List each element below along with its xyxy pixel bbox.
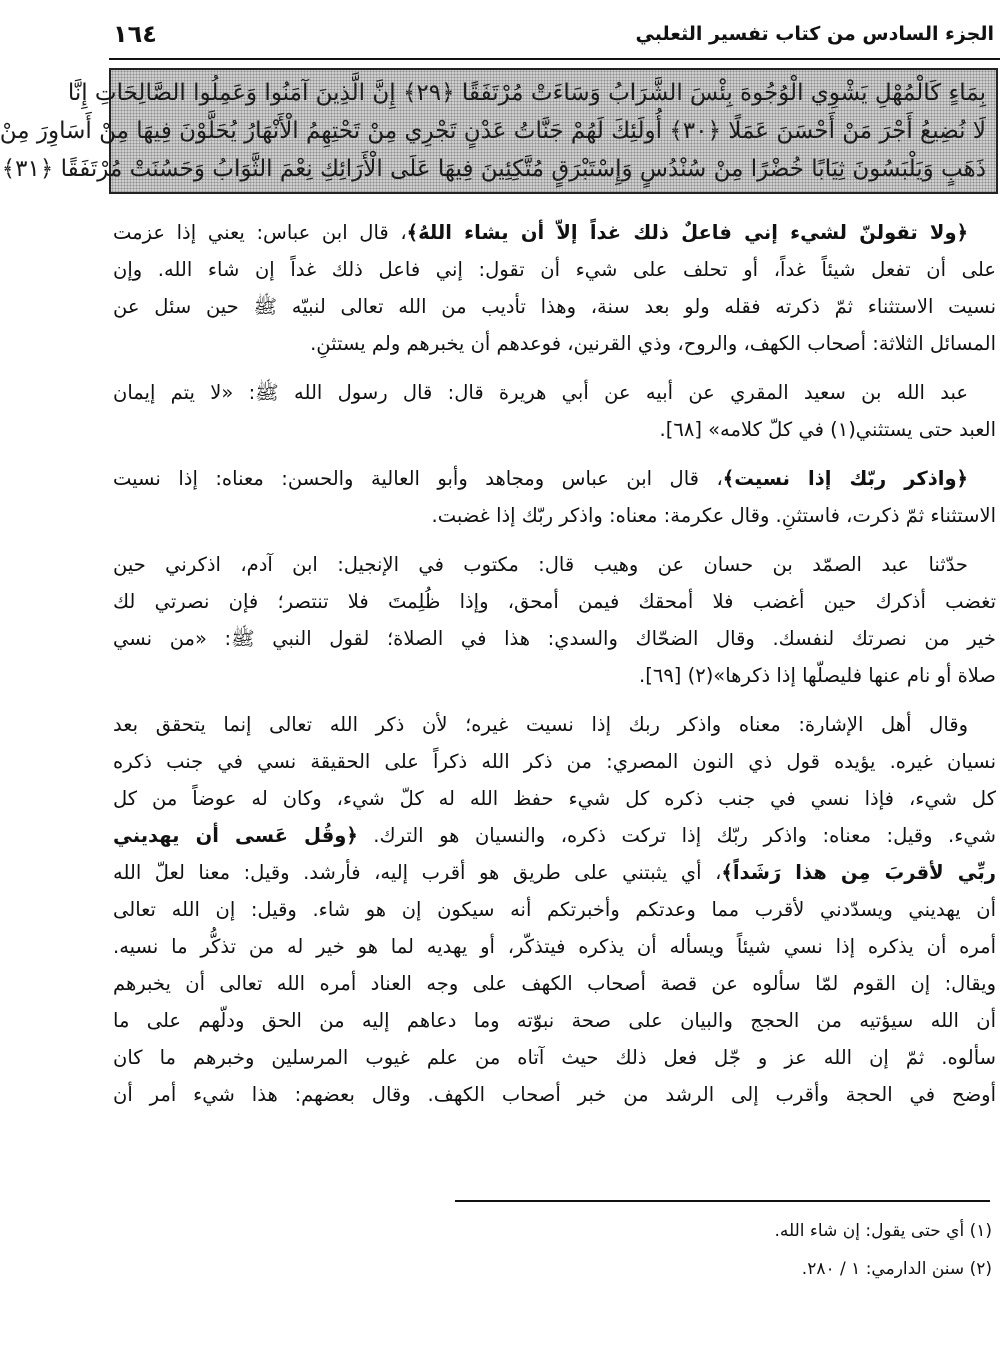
line-text: ، قال ابن عباس ومجاهد وأبو العالية والحسن: معناه: إذا نسيت — [113, 467, 723, 490]
verse-line: ذَهَبٍ وَيَلْبَسُونَ ثِيَابًا خُضْرًا مِنْ سُنْدُسٍ وَإِسْتَبْرَقٍ مُتَّكِئِينَ فِيهَا عَلَى الْأَرَائِكِ نِعْمَ الثَّوَابُ وَحَسُنَتْ مُرْتَفَقًا ﴿٣١﴾ — [1, 156, 986, 182]
text-line — [113, 460, 996, 497]
paragraph — [113, 546, 996, 694]
header-divider — [109, 58, 1000, 60]
paragraph — [113, 706, 996, 1113]
text-line: نسيان غيره. يؤيده قول ذي النون المصري: من ذكر الله ذكراً على الحقيقة نسي في جنب ذكره — [113, 750, 996, 773]
text-line: حدّثنا عبد الصمّد بن حسان عن وهيب قال: مكتوب في الإنجيل: ابن آدم، اذكرني حين — [113, 553, 968, 576]
text-line: أن يهديني ويسدّدني لأقرب مما وعدتكم وأخبرتكم أنه سيكون إن هو شاء. وقيل: إن الله تعالى — [113, 898, 996, 921]
text-line: كل شيء، فإذا نسي في جنب ذكره كل شيء حفظ الله له كلّ شيء، وكان له عوضاً من كل — [113, 787, 996, 810]
footnote: (١) أي حتى يقول: إن شاء الله. — [774, 1221, 992, 1241]
footnote: (٢) سنن الدارمي: ١ / ٢٨٠. — [801, 1259, 992, 1279]
text-line: المسائل الثلاثة: أصحاب الكهف، والروح، وذي القرنين، فوعدهم أن يخبرهم ولم يستثنِ. — [310, 332, 996, 355]
text-line: ويقال: إن القوم لمّا سألوه عن قصة أصحاب الكهف على وجه العناد أمره الله تعالى أن يخبرهم — [113, 972, 996, 995]
paragraph-gap — [113, 694, 996, 706]
paragraph-gap — [113, 534, 996, 546]
quran-quote: ﴿وقُل عَسى أن يهديني — [113, 824, 358, 847]
paragraph-gap — [113, 448, 996, 460]
text-line: تغضب أذكرك حين أغضب فلا أمحقك فيمن أمحق، وإذا ظُلِمتَ فلا تنتصر؛ فإن نصرتي لك — [113, 590, 996, 613]
running-title: الجزء السادس من كتاب تفسير الثعلبي — [635, 23, 994, 45]
page-header — [113, 14, 994, 54]
footnote-divider — [455, 1200, 990, 1202]
text-line: أن الله سيؤتيه من الحجج والبيان على صحة نبوّته وما دعاهم إليه من الحق ودلّهم على ما — [113, 1009, 996, 1032]
page-number: ١٦٤ — [113, 20, 157, 48]
text-line: نسيت الاستثناء ثمّ ذكرته فقله ولو بعد سنة، وهذا تأديب من الله تعالى لنبيّه ﷺ حين سئل عن — [113, 295, 996, 318]
paragraph — [113, 460, 996, 534]
paragraph — [113, 374, 996, 448]
text-line: سألوه. ثمّ إن الله عز و جّل فعل ذلك حيث آتاه من علم غيوب المرسلين وخبرهم ما كان — [113, 1046, 996, 1069]
line-text: شيء. وقيل: معناه: واذكر ربّك إذا تركت ذكره، والنسيان هو الترك. — [373, 824, 996, 847]
text-line: أمره أن يذكره إذا نسي شيئاً ويسأله أن يذكره فيتذكّر، أو يهديه لما هو خير له من تذكُّر ما نسيه. — [113, 935, 996, 958]
quran-quote: ربِّي لأقربَ مِن هذا رَشَداً﴾ — [721, 861, 996, 884]
text-line: صلاة أو نام عنها فليصلّها إذا ذكرها»(٢) [٦٩]. — [639, 664, 996, 687]
text-line: على أن تفعل شيئاً غداً، أو تحلف على شيء أن تقول: إني فاعل ذلك غداً إن شاء الله. وإن — [113, 258, 996, 281]
footnotes — [403, 1212, 992, 1288]
text-line: وقال أهل الإشارة: معناه واذكر ربك إذا نسيت غيره؛ لأن ذكر الله تعالى إنما يتحقق بعد — [113, 713, 968, 736]
paragraph — [113, 214, 996, 362]
text-line: العبد حتى يستثني(١) في كلّ كلامه» [٦٨]. — [659, 418, 996, 441]
verse-line: بِمَاءٍ كَالْمُهْلِ يَشْوِي الْوُجُوهَ بِئْسَ الشَّرَابُ وَسَاءَتْ مُرْتَفَقًا ﴿٢٩﴾ إِنَّ الَّذِينَ آمَنُوا وَعَمِلُوا الصَّالِحَاتِ إِنَّا — [67, 80, 986, 106]
verse-line: لَا نُضِيعُ أَجْرَ مَنْ أَحْسَنَ عَمَلًا ﴿٣٠﴾ أُولَئِكَ لَهُمْ جَنَّاتُ عَدْنٍ تَجْرِي مِنْ تَحْتِهِمُ الْأَنْهَارُ يُحَلَّوْنَ فِيهَا مِنْ أَسَاوِرَ مِنْ — [0, 118, 986, 144]
line-text: ، قال ابن عباس: يعني إذا عزمت — [113, 221, 407, 244]
quran-quote: ﴿ولا تقولنّ لشيء إني فاعلٌ ذلك غداً إلاّ أن يشاء اللهُ﴾ — [406, 221, 968, 244]
text-line — [113, 817, 996, 854]
text-line: الاستثناء ثمّ ذكرت، فاستثنِ. وقال عكرمة: معناه: واذكر ربّك إذا غضبت. — [431, 504, 996, 527]
text-line — [113, 854, 996, 891]
quran-verse-box — [0, 68, 998, 194]
text-line: عبد الله بن سعيد المقري عن أبيه عن أبي هريرة قال: قال رسول الله ﷺ: «لا يتم إيمان — [113, 381, 968, 404]
text-line: خير من نصرتك لنفسك. وقال الضحّاك والسدي: هذا في الصلاة؛ لقول النبي ﷺ: «من نسي — [113, 627, 996, 650]
commentary-text — [113, 214, 996, 1113]
text-line: أوضح في الحجة وأقرب إلى الرشد من خبر أصحاب الكهف. وقال بعضهم: هذا شيء أمر أن — [113, 1083, 996, 1106]
quran-quote: ﴿واذكر ربّك إذا نسيت﴾ — [722, 467, 968, 490]
text-line — [113, 214, 996, 251]
line-text: ، أي يثبتني على طريق هو أقرب إليه، فأرشد. وقيل: معنا لعلّ الله — [113, 861, 722, 884]
paragraph-gap — [113, 362, 996, 374]
